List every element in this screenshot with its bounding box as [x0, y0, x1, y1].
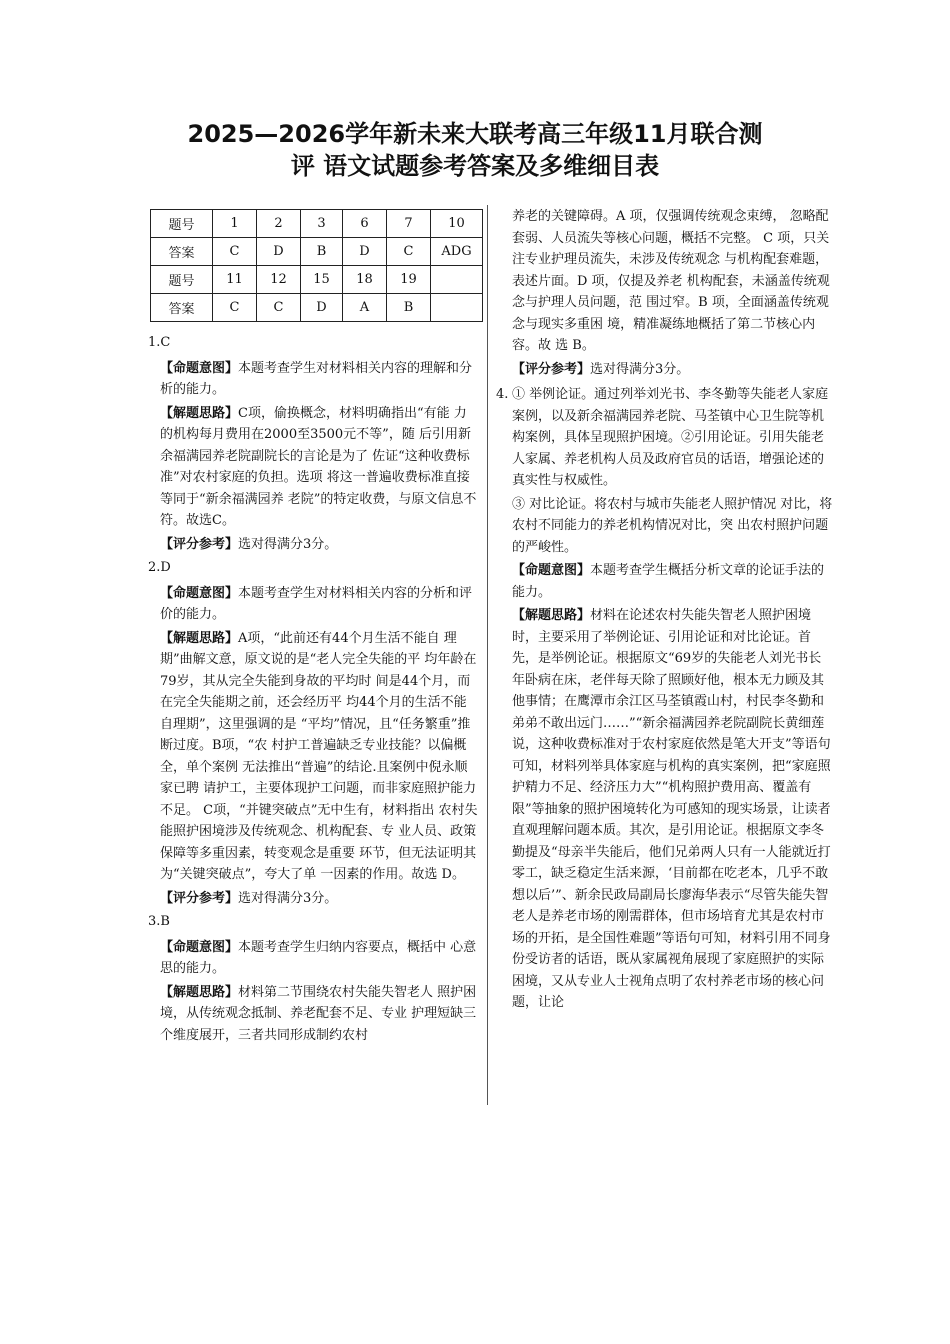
- q2-intent-text: 本题考查学生对材料相关内容的分析和评价的能力。: [160, 585, 473, 622]
- q2-intent: [148, 583, 478, 626]
- q1-number: 1.C: [148, 335, 171, 350]
- table-cell: 11: [213, 266, 257, 294]
- q3-score-text: 选对得满分3分。: [590, 361, 690, 377]
- table-row: [151, 266, 483, 294]
- table-cell: D: [343, 238, 387, 266]
- row-label-answer: 答案: [151, 294, 213, 322]
- q1-score: [148, 534, 478, 556]
- row-label-question: 题号: [151, 210, 213, 238]
- table-cell: 3: [301, 210, 343, 238]
- table-cell: D: [301, 294, 343, 322]
- q2-approach: [148, 628, 478, 886]
- table-cell: C: [213, 294, 257, 322]
- table-cell: B: [387, 294, 431, 322]
- score-tag: 【评分参考】: [512, 361, 591, 377]
- q3-approach-text: 材料第二节围绕农村失能失智老人 照护困境，从传统观念抵制、养老配套不足、专业 护理短缺三个维度展开，三者共同形成制约农村: [160, 984, 477, 1043]
- approach-tag: 【解题思路】: [512, 608, 591, 623]
- table-cell: 7: [387, 210, 431, 238]
- q3-approach-continued: 养老的关键障碍。A 项，仅强调传统观念束缚， 忽略配套弱、人员流失等核心问题，概括不完整。 C 项，只关注专业护理员流失，未涉及传统观念 与机构配套难题，表述片面。D 项，仅提及养老 机构配套，未涵盖传统观念与护理人员问题，范 围过窄。B 项，全面涵盖传统观念与现实多重困 境，精准凝练地概括了第二节核心内容。故 选 B。: [512, 209, 830, 353]
- q1-intent-text: 本题考查学生对材料相关内容的理解和分析的能力。: [160, 360, 473, 397]
- intent-tag: 【命题意图】: [160, 585, 239, 601]
- table-cell: 6: [343, 210, 387, 238]
- q2-approach-text: A项，“此前还有44个月生活不能自 理期”曲解文意，原文说的是“老人完全失能的平 均年龄在79岁，其从完全失能到身故的平均时 间是44个月，而在完全失能期之前，还会经历平 均44个月的生活不能自理期”，这里强调的是 “平均”情况，且“任务繁重”推断过度。B项，“农 村护工普遍缺乏专业技能？以偏概全，单个案例 无法推出“普遍”的结论.且案例中倪永顺家已聘 请护工，主要体现护工问题，而非家庭照护能力 不足。 C项，“并键突破点”无中生有，材料指出 农村失能照护困境涉及传统观念、机构配套、专 业人员、政策保障等多重因素，转变观念是重要 环节，但无法证明其为“关键突破点”，夸大了单 一因素的作用。故选 D。: [160, 630, 478, 882]
- title-line-1: 2025—2026学年新未来大联考高三年级11月联合测: [187, 120, 763, 148]
- answer-table: [150, 209, 483, 322]
- intent-tag: 【命题意图】: [512, 563, 591, 578]
- q3-intent: [148, 937, 478, 980]
- q4-points: [496, 384, 834, 558]
- table-row: [151, 294, 483, 322]
- q2-score-text: 选对得满分3分。: [238, 890, 338, 906]
- table-cell: [431, 266, 483, 294]
- table-cell: C: [257, 294, 301, 322]
- q4-number: 4.: [496, 387, 509, 402]
- q3-approach: [148, 982, 478, 1047]
- row-label-answer: 答案: [151, 238, 213, 266]
- table-cell: C: [387, 238, 431, 266]
- intent-tag: 【命题意图】: [160, 360, 239, 376]
- table-cell: D: [257, 238, 301, 266]
- row-label-question: 题号: [151, 266, 213, 294]
- table-cell: 18: [343, 266, 387, 294]
- q4-point-1: ① 举例论证。通过列举刘光书、李冬勤等失能老人家庭案例，以及新余福满园养老院、马荃镇中心卫生院等机构案例，具体呈现照护困境。②引用论证。引用失能老人家属、养老机构人员及政府官员的话语，增强论述的真实性与权威性。: [512, 387, 829, 488]
- table-cell: ADG: [431, 238, 483, 266]
- q3-intent-text: 本题考查学生归纳内容要点，概括中 心意思的能力。: [160, 939, 477, 976]
- q1-score-text: 选对得满分3分。: [238, 536, 338, 552]
- column-divider: [487, 205, 488, 1105]
- table-cell: 19: [387, 266, 431, 294]
- q1-approach: [148, 403, 478, 532]
- table-cell: A: [343, 294, 387, 322]
- q4-intent-text: 本题考查学生概括分析文章的论证手法的能力。: [512, 563, 825, 600]
- table-cell: B: [301, 238, 343, 266]
- q3-score: [512, 359, 834, 381]
- q1-intent: [148, 358, 478, 401]
- table-cell: C: [213, 238, 257, 266]
- table-cell: 12: [257, 266, 301, 294]
- title-line-2: 评 语文试题参考答案及多维细目表: [290, 152, 660, 180]
- table-cell: 1: [213, 210, 257, 238]
- table-cell: 10: [431, 210, 483, 238]
- table-row: [151, 210, 483, 238]
- q2-score: [148, 888, 478, 910]
- q2-number: 2.D: [148, 560, 171, 575]
- score-tag: 【评分参考】: [160, 890, 239, 906]
- table-row: [151, 238, 483, 266]
- q1-approach-text: C项，偷换概念，材料明确指出“有能 力的机构每月费用在2000至3500元不等”，随 后引用新余福满园养老院副院长的言论是为了 佐证“这种收费标准”对农村家庭的负担。选项 将这一普遍收费标准直接等同于“新余福满园养 老院”的特定收费，与原文信息不符。故选C。: [160, 405, 477, 528]
- approach-tag: 【解题思路】: [160, 630, 239, 646]
- q4-approach: [512, 605, 834, 1014]
- table-cell: [431, 294, 483, 322]
- q4-approach-text: 材料在论述农村失能失智老人照护困境时，主要采用了举例论证、引用论证和对比论证。首先，是举例论证。根据原文“69岁的失能老人刘光书长年卧病在床，老伴每天除了照顾好他，根本无力顾及其他事情；在鹰潭市余江区马荃镇霞山村，村民李冬勤和弟弟不敢出远门……”“新余福满园养老院副院长黄细莲说，这种收费标准对于农村家庭依然是笔大开支”等语句可知，材料列举具体家庭与机构的真实案例，把“家庭照护精力不足、经济压力大”“机构照护费用高、覆盖有限”等抽象的照护困境转化为可感知的现实场景，让读者直观理解问题本质。其次，是引用论证。根据原文李冬勤提及“母亲半失能后，他们兄弟两人只有一人能就近打零工，缺乏稳定生活来源，‘目前都在吃老本，几乎不敢想以后’”、新余民政局副局长廖海华表示“尽管失能失智老人是养老市场的刚需群体，但市场培育尤其是农村市场的开拓，是全国性难题”等语句可知，材料引用不同身份受访者的话语，既从家属视角展现了家庭照护的实际困境，又从专业人士视角点明了农村养老市场的核心问题，让论: [512, 608, 831, 1010]
- table-cell: 15: [301, 266, 343, 294]
- q4-point-2: ③ 对比论证。将农村与城市失能老人照护情况 对比，将农村不同能力的养老机构情况对比，突 出农村照护问题的严峻性。: [512, 496, 833, 555]
- approach-tag: 【解题思路】: [160, 984, 239, 1000]
- left-column: [148, 330, 478, 1048]
- intent-tag: 【命题意图】: [160, 939, 239, 955]
- table-cell: 2: [257, 210, 301, 238]
- q4-intent: [512, 560, 834, 603]
- right-column: [496, 206, 834, 1016]
- q3-number: 3.B: [148, 914, 170, 929]
- approach-tag: 【解题思路】: [160, 405, 239, 421]
- score-tag: 【评分参考】: [160, 536, 239, 552]
